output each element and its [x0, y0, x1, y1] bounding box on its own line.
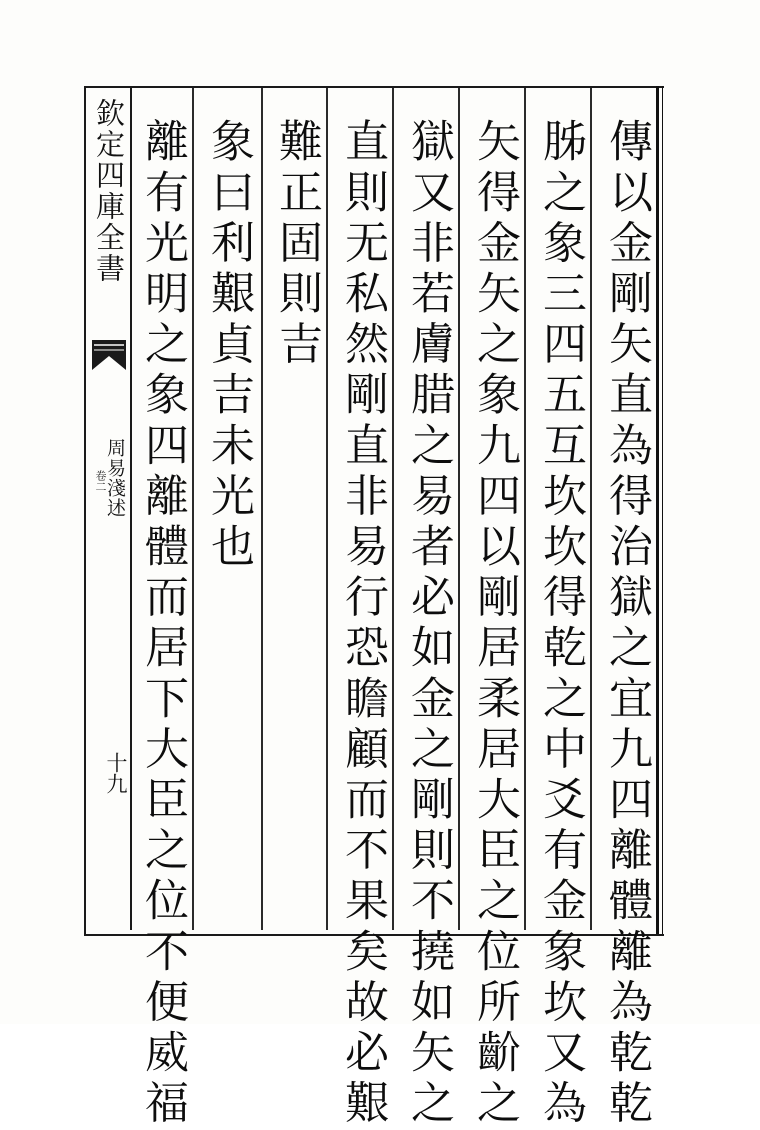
- column-rule: [392, 88, 394, 930]
- column-rule: [590, 88, 592, 930]
- section-title: 周易淺述: [104, 438, 126, 518]
- column-rule: [458, 88, 460, 930]
- text-column-1: 傳以金剛矢直為得治獄之宜九四離體離為乾乾: [601, 118, 652, 1130]
- fishtail-mark-icon: [92, 340, 126, 372]
- text-column-4: 獄又非若膚腊之易者必如金之剛則不撓如矢之: [403, 118, 454, 1130]
- column-rule: [524, 88, 526, 930]
- column-rule: [192, 88, 194, 930]
- page-number: 十九: [104, 752, 128, 794]
- text-column-6: 難正固則吉: [271, 118, 322, 371]
- text-column-5: 直則无私然剛直非易行恐瞻顧而不果矣故必艱: [337, 118, 388, 1130]
- book-title: 欽定四庫全書: [92, 98, 126, 284]
- text-column-3: 矢得金矢之象九四以剛居柔居大臣之位所齘之: [469, 118, 520, 1130]
- text-column-2: 胏之象三四五互坎坎得乾之中爻有金象坎又為: [535, 118, 586, 1130]
- frame-right-border: [656, 86, 663, 934]
- column-rule: [261, 88, 263, 930]
- text-column-7: 象曰利艱貞吉未光也: [203, 118, 254, 574]
- text-column-8: 離有光明之象四離體而居下大臣之位不便威福: [137, 118, 188, 1130]
- column-rule: [326, 88, 328, 930]
- volume-label: 卷二: [94, 470, 107, 492]
